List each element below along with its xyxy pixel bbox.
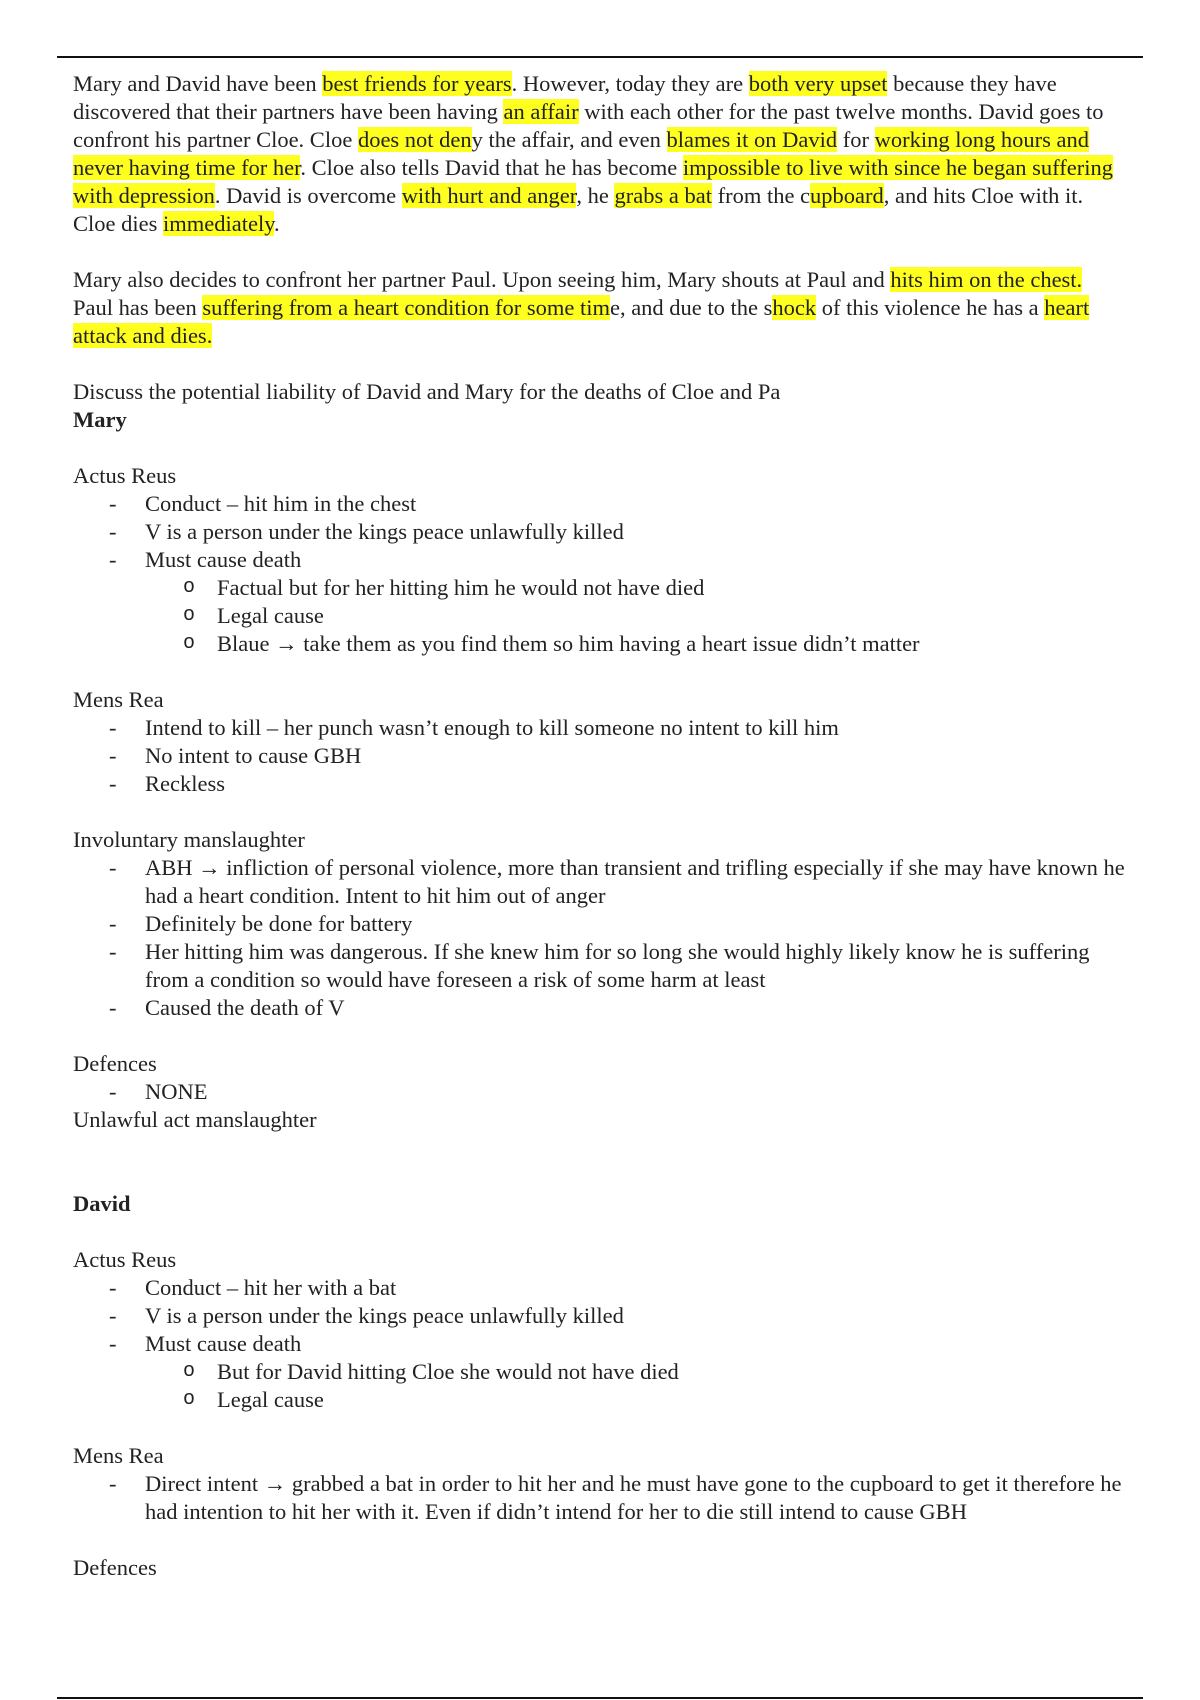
highlighted-text: does not den xyxy=(357,127,472,152)
highlighted-text: impossible to live with since he began suffering with depression xyxy=(73,155,1113,208)
dash-bullet: - xyxy=(109,519,117,544)
highlighted-text: both very upset xyxy=(748,71,888,96)
text-run: from the c xyxy=(711,183,811,208)
scenario-paragraph-1 xyxy=(73,70,1125,238)
sub-list-item: o Blaue → take them as you find them so him having a heart issue didn’t matter xyxy=(183,631,920,656)
dash-bullet: - xyxy=(109,1471,117,1496)
text-run: . However, today they are xyxy=(511,71,749,96)
list-item: - Her hitting him was dangerous. If she knew him for so long she would highly likely know he is suffering from a condition so would have foreseen a risk of some harm at least xyxy=(109,939,1090,992)
highlighted-text: with hurt and anger xyxy=(401,183,577,208)
highlighted-text: immediately xyxy=(163,211,275,236)
text-run: , and hits Cloe with it. Cloe dies xyxy=(73,183,1084,236)
list-item: - Definitely be done for battery xyxy=(109,911,413,936)
text-run: with each other for the past twelve months. David goes to confront his partner Cloe. Cloe xyxy=(73,99,1104,152)
list-item: - Must cause death o Factual but for her hitting him he would not have died o Legal cause o Blaue → take them as you find them so him having a heart issue didn’t matter xyxy=(145,546,1125,658)
mary-involuntary-list xyxy=(73,854,1125,1022)
section-heading-mary: Mary xyxy=(73,407,127,432)
text-run: y the affair, and even xyxy=(471,127,667,152)
text-run: Mary and David have been xyxy=(73,71,323,96)
dash-bullet: - xyxy=(109,1331,117,1356)
text-run: . Cloe also tells David that he has become xyxy=(300,155,683,180)
dash-bullet: - xyxy=(109,1079,117,1104)
highlighted-text: heart attack and dies. xyxy=(73,295,1090,348)
circle-bullet: o xyxy=(183,1388,196,1411)
section-heading-david: David xyxy=(73,1191,131,1216)
mary-mens-rea-label: Mens Rea xyxy=(73,687,164,712)
mary-conclusion: Unlawful act manslaughter xyxy=(73,1107,317,1132)
dash-bullet: - xyxy=(109,491,117,516)
highlighted-text: best friends for years xyxy=(322,71,512,96)
dash-bullet: - xyxy=(109,547,117,572)
highlighted-text: blames it on David xyxy=(666,127,838,152)
david-causation-sublist xyxy=(145,1358,1125,1414)
mary-defences-label: Defences xyxy=(73,1051,157,1076)
david-actus-reus-label: Actus Reus xyxy=(73,1247,177,1272)
text-run: Mary also decides to confront her partner Paul. Upon seeing him, Mary shouts at Paul and xyxy=(73,267,891,292)
sub-list-item: o Legal cause xyxy=(183,603,324,628)
david-mens-rea-label: Mens Rea xyxy=(73,1443,164,1468)
mary-actus-reus-label: Actus Reus xyxy=(73,463,177,488)
top-rule xyxy=(57,56,1143,58)
text-run: of this violence he has a xyxy=(816,295,1045,320)
list-item: - No intent to cause GBH xyxy=(109,743,362,768)
document-page xyxy=(73,70,1125,1582)
david-defences-label: Defences xyxy=(73,1555,157,1580)
dash-bullet: - xyxy=(109,939,117,964)
sub-list-item: o Factual but for her hitting him he would not have died xyxy=(183,575,705,600)
sub-list-item: o Legal cause xyxy=(183,1387,324,1412)
highlighted-text: working long hours and never having time for her xyxy=(73,127,1089,180)
sub-list-item: o But for David hitting Cloe she would not have died xyxy=(183,1359,679,1384)
text-run: for xyxy=(837,127,875,152)
question-text: Discuss the potential liability of David and Mary for the deaths of Cloe and Pa xyxy=(73,379,781,404)
list-item: - Reckless xyxy=(109,771,225,796)
mary-involuntary-label: Involuntary manslaughter xyxy=(73,827,305,852)
david-actus-reus-list xyxy=(73,1274,1125,1414)
list-item: - Conduct – hit her with a bat xyxy=(109,1275,397,1300)
mary-mens-rea-list xyxy=(73,714,1125,798)
david-mens-rea-list xyxy=(73,1470,1125,1526)
list-item: - Must cause death o But for David hitting Cloe she would not have died o Legal cause xyxy=(145,1330,1125,1414)
mary-actus-reus-list xyxy=(73,490,1125,658)
dash-bullet: - xyxy=(109,995,117,1020)
highlighted-text: an affair xyxy=(503,99,579,124)
highlighted-text: suffering from a heart condition for some tim xyxy=(202,295,610,320)
list-item: - Caused the death of V xyxy=(109,995,345,1020)
dash-bullet: - xyxy=(109,1275,117,1300)
list-item: - Direct intent → grabbed a bat in order to hit her and he must have gone to the cupboard to get it therefore he had intention to hit her with it. Even if didn’t intend for her to die still intend to cause GBH xyxy=(109,1471,1122,1524)
text-run: Paul has been xyxy=(73,295,203,320)
highlighted-text: hits him on the chest. xyxy=(890,267,1083,292)
circle-bullet: o xyxy=(183,576,196,599)
dash-bullet: - xyxy=(109,743,117,768)
mary-defences-list xyxy=(73,1078,1125,1106)
mary-causation-sublist xyxy=(145,574,1125,658)
highlighted-text: hock xyxy=(772,295,817,320)
list-item: - ABH → infliction of personal violence, more than transient and trifling especially if she may have known he had a heart condition. Intent to hit him out of anger xyxy=(109,855,1125,908)
text-run: e, and due to the s xyxy=(609,295,773,320)
circle-bullet: o xyxy=(183,632,196,655)
list-item: - Conduct – hit him in the chest xyxy=(109,491,417,516)
circle-bullet: o xyxy=(183,1360,196,1383)
text-run: because they have discovered that their partners have been having xyxy=(73,71,1057,124)
bottom-rule xyxy=(57,1697,1143,1699)
dash-bullet: - xyxy=(109,1303,117,1328)
list-item: - V is a person under the kings peace unlawfully killed xyxy=(109,519,624,544)
highlighted-text: upboard xyxy=(810,183,884,208)
text-run: , he xyxy=(576,183,615,208)
text-run: . xyxy=(274,211,280,236)
dash-bullet: - xyxy=(109,855,117,880)
list-item: - NONE xyxy=(109,1079,208,1104)
list-item: - V is a person under the kings peace unlawfully killed xyxy=(109,1303,624,1328)
scenario-paragraph-2 xyxy=(73,266,1125,350)
highlighted-text: grabs a bat xyxy=(614,183,712,208)
text-run: . David is overcome xyxy=(214,183,402,208)
list-item: - Intend to kill – her punch wasn’t enough to kill someone no intent to kill him xyxy=(109,715,839,740)
circle-bullet: o xyxy=(183,604,196,627)
dash-bullet: - xyxy=(109,771,117,796)
dash-bullet: - xyxy=(109,911,117,936)
dash-bullet: - xyxy=(109,715,117,740)
